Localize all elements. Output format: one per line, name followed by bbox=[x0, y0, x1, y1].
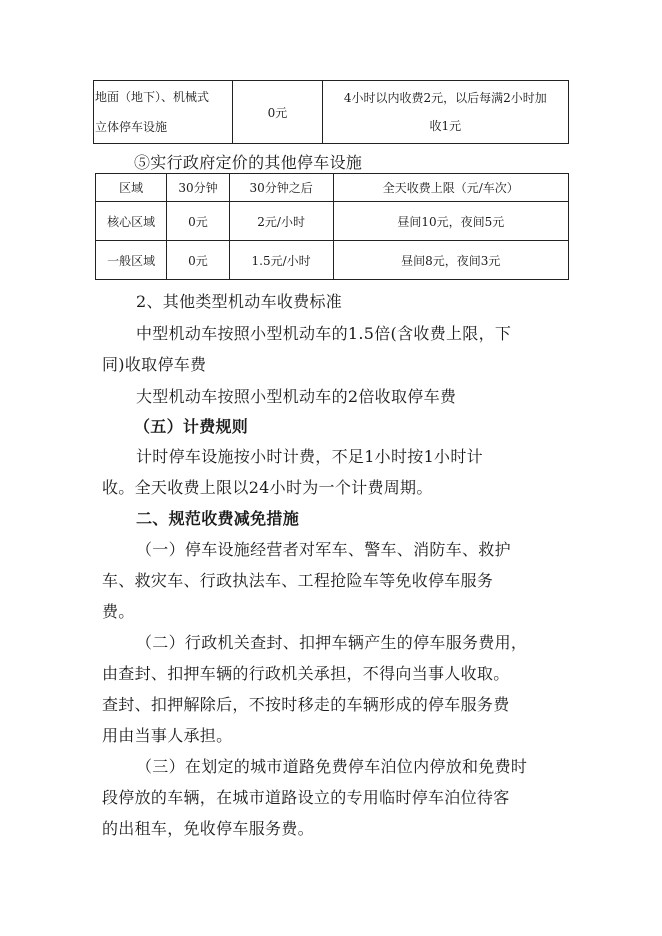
paragraph-exemption-2-line2: 由查封、扣押车辆的行政机关承担，不得向当事人收取。 bbox=[102, 664, 510, 683]
paragraph-medium-vehicle-line2: 同)收取停车费 bbox=[102, 355, 207, 374]
free-period-price-cell: 0元 bbox=[233, 81, 322, 144]
header-daily-cap: 全天收费上限（元/车次） bbox=[333, 174, 568, 202]
cell-30min: 0元 bbox=[167, 202, 229, 241]
paragraph-exemption-3-line2: 段停放的车辆，在城市道路设立的专用临时停车泊位待客 bbox=[102, 788, 510, 807]
cell-30min: 0元 bbox=[167, 241, 229, 280]
charge-rule-cell bbox=[322, 81, 568, 144]
header-30min: 30分钟 bbox=[167, 174, 229, 202]
cell-daily-cap: 昼间8元，夜间3元 bbox=[333, 241, 568, 280]
header-region: 区域 bbox=[96, 174, 167, 202]
table-row bbox=[96, 202, 569, 241]
paragraph-billing-line1: 计时停车设施按小时计费，不足1小时按1小时计 bbox=[136, 447, 483, 466]
government-priced-parking-table bbox=[95, 173, 569, 280]
paragraph-exemption-3-line1: （三）在划定的城市道路免费停车泊位内停放和免费时 bbox=[136, 757, 528, 776]
table-header-row bbox=[96, 174, 569, 202]
parking-fee-table-continued bbox=[93, 80, 569, 144]
paragraph-medium-vehicle-line1: 中型机动车按照小型机动车的1.5倍(含收费上限，下 bbox=[136, 324, 512, 343]
cell-region: 核心区域 bbox=[96, 202, 167, 241]
paragraph-exemption-2-line3: 查封、扣押解除后，不按时移走的车辆形成的停车服务费 bbox=[102, 695, 510, 714]
paragraph-exemption-1-line2: 车、救灾车、行政执法车、工程抢险车等免收停车服务 bbox=[102, 571, 494, 590]
paragraph-exemption-3-line3: 的出租车，免收停车服务费。 bbox=[102, 819, 314, 838]
heading-billing-rules: （五）计费规则 bbox=[134, 417, 249, 436]
paragraph-exemption-2-line1: （二）行政机关查封、扣押车辆产生的停车服务费用， bbox=[136, 633, 528, 652]
facility-type-line1: 地面（地下）、机械式 bbox=[95, 90, 210, 104]
paragraph-billing-line2: 收。全天收费上限以24小时为一个计费周期。 bbox=[102, 478, 433, 497]
facility-type-line2: 立体停车设施 bbox=[95, 120, 168, 134]
header-after-30min: 30分钟之后 bbox=[229, 174, 333, 202]
paragraph-exemption-1-line1: （一）停车设施经营者对军车、警车、消防车、救护 bbox=[136, 540, 511, 559]
paragraph-exemption-2-line4: 用由当事人承担。 bbox=[102, 726, 233, 745]
table-row bbox=[94, 81, 569, 144]
paragraph-exemption-1-line3: 费。 bbox=[102, 602, 135, 621]
facility-type-cell bbox=[94, 81, 233, 144]
cell-after-30min: 2元/小时 bbox=[229, 202, 333, 241]
charge-rule-line2: 收1元 bbox=[429, 119, 462, 133]
paragraph-large-vehicle: 大型机动车按照小型机动车的2倍收取停车费 bbox=[136, 387, 457, 406]
section-2-title: 二、规范收费减免措施 bbox=[136, 509, 300, 528]
charge-rule-line1: 4小时以内收费2元，以后每满2小时加 bbox=[343, 91, 547, 105]
heading-other-vehicles: 2、其他类型机动车收费标准 bbox=[136, 292, 343, 311]
cell-daily-cap: 昼间10元，夜间5元 bbox=[333, 202, 568, 241]
cell-region: 一般区域 bbox=[96, 241, 167, 280]
table-row bbox=[96, 241, 569, 280]
section5-heading: ⑤实行政府定价的其他停车设施 bbox=[134, 153, 363, 172]
cell-after-30min: 1.5元/小时 bbox=[229, 241, 333, 280]
